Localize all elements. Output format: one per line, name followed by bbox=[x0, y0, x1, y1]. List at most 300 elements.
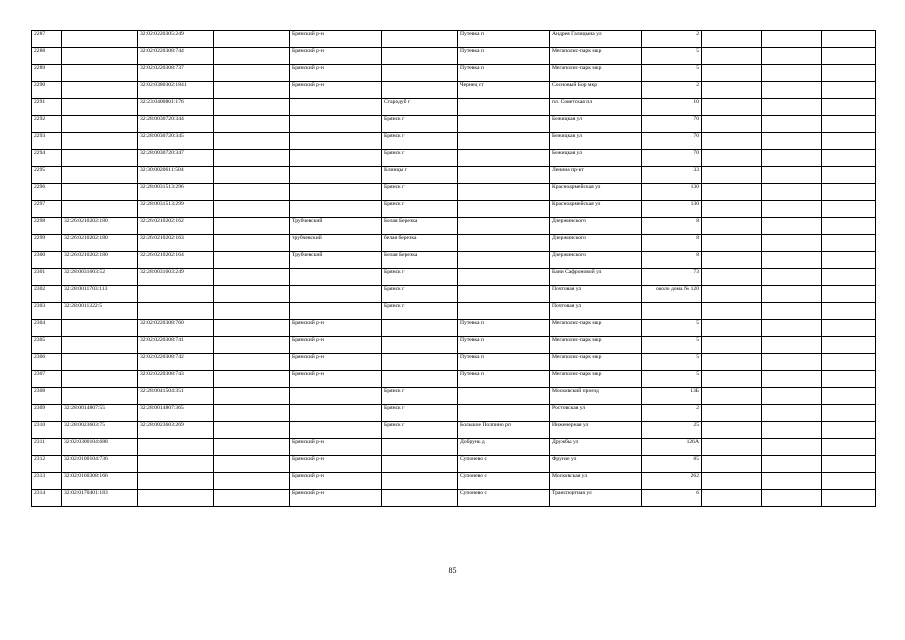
extra-cell bbox=[762, 337, 822, 354]
settlement-cell bbox=[458, 303, 550, 320]
city-cell: Брянск г bbox=[382, 184, 458, 201]
extra-cell bbox=[762, 235, 822, 252]
extra-cell bbox=[822, 405, 876, 422]
extra-cell bbox=[214, 473, 290, 490]
city-cell: Брянск г bbox=[382, 116, 458, 133]
cadastral-number-cell: 32:28:0030720:345 bbox=[138, 133, 214, 150]
extra-cell bbox=[702, 184, 762, 201]
settlement-cell: Путевка п bbox=[458, 320, 550, 337]
street-cell: Мегаполис-парк мкр bbox=[550, 337, 642, 354]
cadastral-parent-cell: 32:28:0023603:75 bbox=[62, 422, 138, 439]
street-cell: Мегаполис-парк мкр bbox=[550, 320, 642, 337]
street-cell: Бежицкая ул bbox=[550, 116, 642, 133]
extra-cell bbox=[702, 65, 762, 82]
city-cell bbox=[382, 371, 458, 388]
extra-cell bbox=[214, 184, 290, 201]
house-cell: 5 bbox=[642, 337, 702, 354]
city-cell: Брянск г bbox=[382, 286, 458, 303]
extra-cell bbox=[214, 218, 290, 235]
extra-cell bbox=[762, 201, 822, 218]
street-cell: Мегаполис-парк мкр bbox=[550, 354, 642, 371]
extra-cell bbox=[762, 320, 822, 337]
row-number-cell: 2308 bbox=[32, 388, 62, 405]
cadastral-number-cell: 32:28:0031513:296 bbox=[138, 184, 214, 201]
extra-cell bbox=[762, 65, 822, 82]
row-number-cell: 2311 bbox=[32, 439, 62, 456]
settlement-cell: Супонево с bbox=[458, 490, 550, 507]
extra-cell bbox=[762, 439, 822, 456]
district-cell: трубчевский bbox=[290, 235, 382, 252]
row-number-cell: 2291 bbox=[32, 99, 62, 116]
extra-cell bbox=[762, 133, 822, 150]
table-row bbox=[32, 82, 876, 99]
table-row bbox=[32, 133, 876, 150]
settlement-cell: Путевка п bbox=[458, 337, 550, 354]
cadastral-parent-cell: 32:28:0031603:52 bbox=[62, 269, 138, 286]
extra-cell bbox=[762, 167, 822, 184]
table-row bbox=[32, 116, 876, 133]
extra-cell bbox=[702, 405, 762, 422]
table-row bbox=[32, 150, 876, 167]
extra-cell bbox=[702, 252, 762, 269]
extra-cell bbox=[214, 235, 290, 252]
district-cell: Брянский р-н bbox=[290, 354, 382, 371]
district-cell bbox=[290, 133, 382, 150]
row-number-cell: 2296 bbox=[32, 184, 62, 201]
extra-cell bbox=[822, 252, 876, 269]
settlement-cell bbox=[458, 218, 550, 235]
street-cell: Транспортная ул bbox=[550, 490, 642, 507]
extra-cell bbox=[214, 490, 290, 507]
district-cell bbox=[290, 422, 382, 439]
row-number-cell: 2307 bbox=[32, 371, 62, 388]
row-number-cell: 2312 bbox=[32, 456, 62, 473]
table-row bbox=[32, 439, 876, 456]
extra-cell bbox=[214, 31, 290, 48]
settlement-cell bbox=[458, 405, 550, 422]
extra-cell bbox=[214, 371, 290, 388]
street-cell: Дружбы ул bbox=[550, 439, 642, 456]
district-cell: Брянский р-н bbox=[290, 371, 382, 388]
cadastral-number-cell: 32:28:0030720:344 bbox=[138, 116, 214, 133]
row-number-cell: 2313 bbox=[32, 473, 62, 490]
extra-cell bbox=[702, 133, 762, 150]
extra-cell bbox=[214, 201, 290, 218]
extra-cell bbox=[762, 388, 822, 405]
district-cell: Брянский р-н bbox=[290, 473, 382, 490]
cadastral-number-cell: 32:28:0030720:347 bbox=[138, 150, 214, 167]
settlement-cell bbox=[458, 150, 550, 167]
extra-cell bbox=[822, 184, 876, 201]
settlement-cell bbox=[458, 133, 550, 150]
cadastral-parent-cell: 32:26:0210202:180 bbox=[62, 235, 138, 252]
row-number-cell: 2295 bbox=[32, 167, 62, 184]
street-cell: Дзержинского bbox=[550, 218, 642, 235]
extra-cell bbox=[822, 65, 876, 82]
district-cell: Брянский р-н bbox=[290, 65, 382, 82]
extra-cell bbox=[702, 235, 762, 252]
district-cell: Брянский р-н bbox=[290, 31, 382, 48]
cadastral-number-cell: 32:02:0220308:760 bbox=[138, 320, 214, 337]
district-cell bbox=[290, 286, 382, 303]
cadastral-number-cell: 32:28:0014807:365 bbox=[138, 405, 214, 422]
house-cell: 73 bbox=[642, 269, 702, 286]
extra-cell bbox=[822, 150, 876, 167]
cadastral-parent-cell bbox=[62, 31, 138, 48]
house-cell: 5 bbox=[642, 65, 702, 82]
table-row bbox=[32, 48, 876, 65]
extra-cell bbox=[214, 456, 290, 473]
cadastral-parent-cell bbox=[62, 371, 138, 388]
extra-cell bbox=[702, 167, 762, 184]
cadastral-number-cell: 32:02:0220308:744 bbox=[138, 48, 214, 65]
row-number-cell: 2290 bbox=[32, 82, 62, 99]
extra-cell bbox=[822, 82, 876, 99]
extra-cell bbox=[762, 48, 822, 65]
extra-cell bbox=[702, 201, 762, 218]
cadastral-parent-cell bbox=[62, 337, 138, 354]
cadastral-number-cell bbox=[138, 490, 214, 507]
house-cell: 33 bbox=[642, 167, 702, 184]
row-number-cell: 2287 bbox=[32, 31, 62, 48]
extra-cell bbox=[822, 133, 876, 150]
street-cell: Бани Сафроновой ул bbox=[550, 269, 642, 286]
cadastral-parent-cell: 32:28:0011703:113 bbox=[62, 286, 138, 303]
district-cell bbox=[290, 303, 382, 320]
city-cell: Брянск г bbox=[382, 405, 458, 422]
street-cell: Андрея Галицына ул bbox=[550, 31, 642, 48]
cadastral-number-cell bbox=[138, 303, 214, 320]
extra-cell bbox=[762, 99, 822, 116]
row-number-cell: 2303 bbox=[32, 303, 62, 320]
row-number-cell: 2293 bbox=[32, 133, 62, 150]
table-row bbox=[32, 201, 876, 218]
cadastral-number-cell: 32:26:0210202:163 bbox=[138, 235, 214, 252]
house-cell: 126А bbox=[642, 439, 702, 456]
cadastral-parent-cell bbox=[62, 116, 138, 133]
extra-cell bbox=[214, 99, 290, 116]
house-cell: 5 bbox=[642, 48, 702, 65]
extra-cell bbox=[822, 422, 876, 439]
table-row bbox=[32, 65, 876, 82]
row-number-cell: 2300 bbox=[32, 252, 62, 269]
cadastral-number-cell bbox=[138, 456, 214, 473]
extra-cell bbox=[822, 303, 876, 320]
district-cell: Брянский р-н bbox=[290, 490, 382, 507]
extra-cell bbox=[762, 150, 822, 167]
city-cell bbox=[382, 490, 458, 507]
street-cell: Мегаполис-парк мкр bbox=[550, 371, 642, 388]
extra-cell bbox=[822, 218, 876, 235]
extra-cell bbox=[702, 150, 762, 167]
extra-cell bbox=[214, 303, 290, 320]
extra-cell bbox=[762, 184, 822, 201]
house-cell: 5 bbox=[642, 320, 702, 337]
city-cell: Белая Березка bbox=[382, 218, 458, 235]
extra-cell bbox=[702, 31, 762, 48]
row-number-cell: 2302 bbox=[32, 286, 62, 303]
extra-cell bbox=[214, 167, 290, 184]
settlement-cell: Супонево с bbox=[458, 473, 550, 490]
table-row bbox=[32, 320, 876, 337]
extra-cell bbox=[822, 337, 876, 354]
district-cell: Брянский р-н bbox=[290, 82, 382, 99]
city-cell: Брянск г bbox=[382, 201, 458, 218]
house-cell: 70 bbox=[642, 133, 702, 150]
extra-cell bbox=[762, 422, 822, 439]
cadastral-parent-cell bbox=[62, 99, 138, 116]
district-cell: Брянский р-н bbox=[290, 439, 382, 456]
city-cell: Брянск г bbox=[382, 388, 458, 405]
house-cell: 130 bbox=[642, 201, 702, 218]
extra-cell bbox=[822, 320, 876, 337]
extra-cell bbox=[214, 337, 290, 354]
extra-cell bbox=[214, 388, 290, 405]
table-row bbox=[32, 371, 876, 388]
settlement-cell bbox=[458, 201, 550, 218]
extra-cell bbox=[822, 473, 876, 490]
extra-cell bbox=[762, 303, 822, 320]
settlement-cell: Чернец ст bbox=[458, 82, 550, 99]
extra-cell bbox=[702, 371, 762, 388]
house-cell: 8 bbox=[642, 252, 702, 269]
row-number-cell: 2306 bbox=[32, 354, 62, 371]
extra-cell bbox=[214, 286, 290, 303]
extra-cell bbox=[702, 286, 762, 303]
city-cell: Клинцы г bbox=[382, 167, 458, 184]
extra-cell bbox=[702, 456, 762, 473]
house-cell: 70 bbox=[642, 116, 702, 133]
extra-cell bbox=[214, 269, 290, 286]
extra-cell bbox=[702, 116, 762, 133]
settlement-cell: Большое Полпино рп bbox=[458, 422, 550, 439]
row-number-cell: 2301 bbox=[32, 269, 62, 286]
city-cell: белая березка bbox=[382, 235, 458, 252]
cadastral-number-cell: 32:02:0220305:249 bbox=[138, 31, 214, 48]
district-cell bbox=[290, 184, 382, 201]
street-cell: Ленина пр-кт bbox=[550, 167, 642, 184]
extra-cell bbox=[822, 371, 876, 388]
cadastral-parent-cell bbox=[62, 167, 138, 184]
cadastral-number-cell bbox=[138, 473, 214, 490]
table-row bbox=[32, 303, 876, 320]
table-row bbox=[32, 31, 876, 48]
street-cell: Бежицкая ул bbox=[550, 150, 642, 167]
house-cell: 5 bbox=[642, 371, 702, 388]
extra-cell bbox=[762, 269, 822, 286]
extra-cell bbox=[214, 354, 290, 371]
district-cell bbox=[290, 269, 382, 286]
extra-cell bbox=[702, 337, 762, 354]
house-cell: 70 bbox=[642, 150, 702, 167]
extra-cell bbox=[762, 354, 822, 371]
city-cell bbox=[382, 456, 458, 473]
cadastral-parent-cell: 32:02:0100104:736 bbox=[62, 456, 138, 473]
cadastral-parent-cell bbox=[62, 133, 138, 150]
row-number-cell: 2310 bbox=[32, 422, 62, 439]
city-cell bbox=[382, 65, 458, 82]
settlement-cell: Добрунь д bbox=[458, 439, 550, 456]
house-cell: 130 bbox=[642, 184, 702, 201]
table-row bbox=[32, 99, 876, 116]
settlement-cell bbox=[458, 235, 550, 252]
city-cell bbox=[382, 354, 458, 371]
extra-cell bbox=[214, 65, 290, 82]
extra-cell bbox=[762, 116, 822, 133]
district-cell bbox=[290, 201, 382, 218]
settlement-cell bbox=[458, 184, 550, 201]
extra-cell bbox=[762, 473, 822, 490]
house-cell: 2 bbox=[642, 82, 702, 99]
settlement-cell: Путевка п bbox=[458, 354, 550, 371]
table-row bbox=[32, 337, 876, 354]
row-number-cell: 2289 bbox=[32, 65, 62, 82]
cadastral-parent-cell: 32:02:0300104:688 bbox=[62, 439, 138, 456]
district-cell: Брянский р-н bbox=[290, 320, 382, 337]
street-cell: Красноармейская ул bbox=[550, 201, 642, 218]
extra-cell bbox=[214, 252, 290, 269]
city-cell: Брянск г bbox=[382, 303, 458, 320]
house-cell: 8 bbox=[642, 218, 702, 235]
cadastral-number-cell: 32:26:0210202:162 bbox=[138, 218, 214, 235]
extra-cell bbox=[702, 473, 762, 490]
district-cell bbox=[290, 167, 382, 184]
extra-cell bbox=[822, 167, 876, 184]
house-cell: 25 bbox=[642, 422, 702, 439]
settlement-cell: Путевка п bbox=[458, 48, 550, 65]
extra-cell bbox=[822, 388, 876, 405]
house-cell: 85 bbox=[642, 456, 702, 473]
city-cell: Брянск г bbox=[382, 422, 458, 439]
district-cell bbox=[290, 116, 382, 133]
city-cell: Брянск г bbox=[382, 133, 458, 150]
extra-cell bbox=[702, 490, 762, 507]
house-cell: 2 bbox=[642, 31, 702, 48]
house-cell bbox=[642, 303, 702, 320]
cadastral-parent-cell bbox=[62, 320, 138, 337]
extra-cell bbox=[214, 150, 290, 167]
cadastral-number-cell: 32:02:0220308:743 bbox=[138, 371, 214, 388]
settlement-cell bbox=[458, 167, 550, 184]
city-cell bbox=[382, 473, 458, 490]
cadastral-number-cell: 32:28:0031513:299 bbox=[138, 201, 214, 218]
table-row bbox=[32, 388, 876, 405]
street-cell: Ростовская ул bbox=[550, 405, 642, 422]
extra-cell bbox=[702, 99, 762, 116]
extra-cell bbox=[214, 116, 290, 133]
settlement-cell bbox=[458, 269, 550, 286]
cadastral-parent-cell bbox=[62, 48, 138, 65]
extra-cell bbox=[822, 456, 876, 473]
street-cell: Дзержинского bbox=[550, 235, 642, 252]
street-cell: Мегаполис-парк мкр bbox=[550, 65, 642, 82]
district-cell bbox=[290, 388, 382, 405]
house-cell: 5 bbox=[642, 354, 702, 371]
row-number-cell: 2305 bbox=[32, 337, 62, 354]
extra-cell bbox=[762, 82, 822, 99]
cadastral-number-cell: 32:28:0041504:351 bbox=[138, 388, 214, 405]
city-cell bbox=[382, 31, 458, 48]
extra-cell bbox=[762, 405, 822, 422]
row-number-cell: 2294 bbox=[32, 150, 62, 167]
table-row bbox=[32, 286, 876, 303]
cadastral-number-cell: 32:28:0031603:249 bbox=[138, 269, 214, 286]
cadastral-number-cell: 32:02:0220308:741 bbox=[138, 337, 214, 354]
cadastral-number-cell bbox=[138, 286, 214, 303]
extra-cell bbox=[214, 439, 290, 456]
table-body bbox=[32, 31, 876, 507]
extra-cell bbox=[822, 235, 876, 252]
table-row bbox=[32, 184, 876, 201]
cadastral-number-cell: 32:26:0210202:164 bbox=[138, 252, 214, 269]
row-number-cell: 2309 bbox=[32, 405, 62, 422]
extra-cell bbox=[822, 48, 876, 65]
extra-cell bbox=[702, 439, 762, 456]
cadastral-number-cell: 32:28:0023603:269 bbox=[138, 422, 214, 439]
settlement-cell: Путевка п bbox=[458, 31, 550, 48]
cadastral-parent-cell: 32:26:0210202:180 bbox=[62, 252, 138, 269]
street-cell: Фрунзе ул bbox=[550, 456, 642, 473]
cadastral-parent-cell: 32:28:0014807:55 bbox=[62, 405, 138, 422]
page-number: 85 bbox=[448, 566, 457, 575]
cadastral-parent-cell bbox=[62, 65, 138, 82]
extra-cell bbox=[702, 218, 762, 235]
cadastral-parent-cell: 32:02:0170401:183 bbox=[62, 490, 138, 507]
cadastral-number-cell bbox=[138, 439, 214, 456]
cadastral-number-cell: 32:23:0400801:176 bbox=[138, 99, 214, 116]
extra-cell bbox=[214, 405, 290, 422]
extra-cell bbox=[702, 48, 762, 65]
street-cell: Инженерная ул bbox=[550, 422, 642, 439]
table-row bbox=[32, 167, 876, 184]
cadastral-parent-cell: 32:28:0011322:5 bbox=[62, 303, 138, 320]
table-row bbox=[32, 456, 876, 473]
city-cell: Белая Березка bbox=[382, 252, 458, 269]
extra-cell bbox=[762, 218, 822, 235]
row-number-cell: 2288 bbox=[32, 48, 62, 65]
extra-cell bbox=[214, 320, 290, 337]
table-row bbox=[32, 490, 876, 507]
extra-cell bbox=[762, 490, 822, 507]
extra-cell bbox=[822, 116, 876, 133]
district-cell: Брянский р-н bbox=[290, 337, 382, 354]
house-cell: 2 bbox=[642, 405, 702, 422]
table-row bbox=[32, 269, 876, 286]
extra-cell bbox=[702, 388, 762, 405]
house-cell: 262 bbox=[642, 473, 702, 490]
extra-cell bbox=[702, 354, 762, 371]
table-row bbox=[32, 422, 876, 439]
city-cell bbox=[382, 48, 458, 65]
table-row bbox=[32, 252, 876, 269]
cadastral-number-cell: 32:30:0020611:504 bbox=[138, 167, 214, 184]
cadastral-parent-cell bbox=[62, 184, 138, 201]
street-cell: Мегаполис-парк мкр bbox=[550, 48, 642, 65]
extra-cell bbox=[214, 82, 290, 99]
extra-cell bbox=[822, 99, 876, 116]
extra-cell bbox=[762, 456, 822, 473]
cadastral-parent-cell bbox=[62, 201, 138, 218]
street-cell: Почтовая ул bbox=[550, 303, 642, 320]
row-number-cell: 2299 bbox=[32, 235, 62, 252]
extra-cell bbox=[702, 269, 762, 286]
extra-cell bbox=[702, 320, 762, 337]
row-number-cell: 2314 bbox=[32, 490, 62, 507]
settlement-cell: Супонево с bbox=[458, 456, 550, 473]
table-row bbox=[32, 354, 876, 371]
street-cell: Московский проезд bbox=[550, 388, 642, 405]
city-cell bbox=[382, 320, 458, 337]
